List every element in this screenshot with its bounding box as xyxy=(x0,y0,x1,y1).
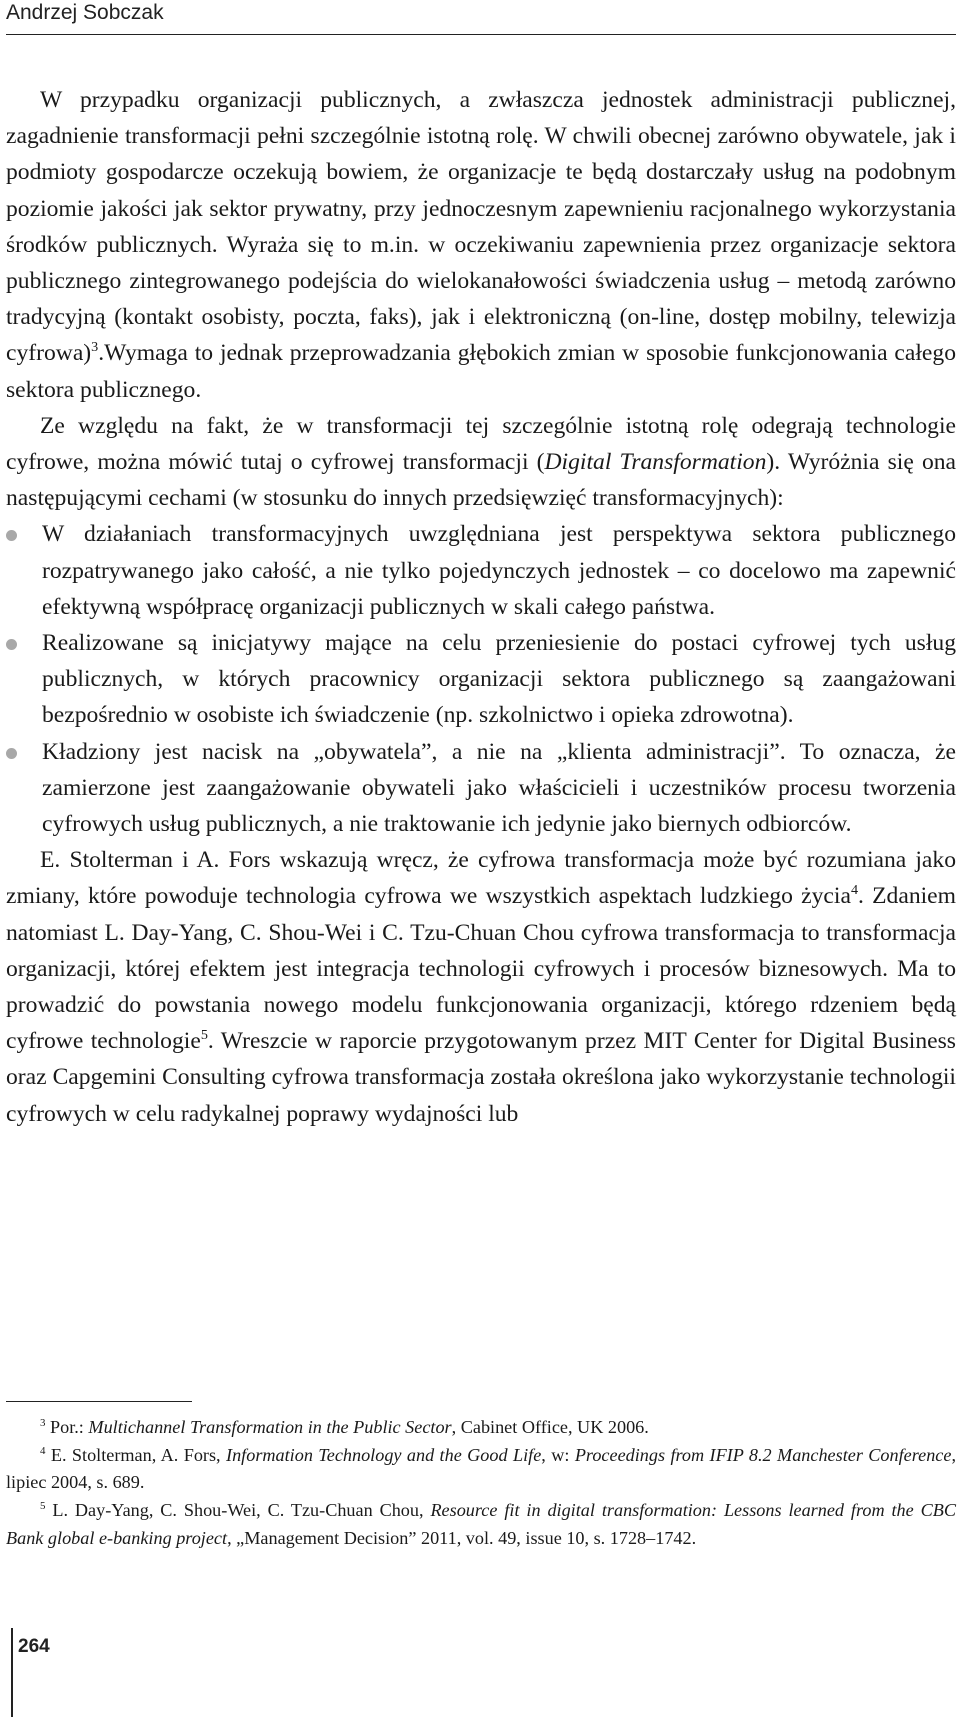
footnote-text: L. Day-Yang, C. Shou-Wei, C. Tzu-Chuan Chou, xyxy=(45,1500,431,1521)
feature-list xyxy=(6,516,956,842)
footnote-text: Por.: xyxy=(45,1417,89,1437)
paragraph-1-text: W przypadku organizacji publicznych, a zwłaszcza jednostek administracji publicznej, zagadnienie transformacji pełni szczególnie istotną rolę. W chwili obecnej zarówno obywatele, jak i podmioty gospodarcze oczekują bowiem, że organizacje te będą dostarczały usług na podobnym poziomie jakości jak sektor prywatny, przy jednoczesnym zapewnieniu racjonalnego wykorzystania środków publicznych. Wyraża się to m.in. w oczekiwaniu zapewnienia przez organizacje sektora publicznego zintegrowanego podejścia do wielokanałowości świadczenia usług – metodą zarówno tradycyjną (kontakt osobisty, poczta, faks), jak i elektroniczną (on-line, dostęp mobilny, telewizja cyfrowa) xyxy=(6,87,956,367)
footnote-title: Resource fit in digital transformation: Lessons learned from the CBC Bank global e-banking project xyxy=(6,1500,956,1548)
main-text xyxy=(6,82,956,1132)
list-item-text: W działaniach transformacyjnych uwzględniana jest perspektywa sektora publicznego rozpatrywanego jako całość, a nie tylko pojedynczych jednostek – co docelowo ma zapewnić efektywną współpracę organizacji publicznych w skali całego państwa. xyxy=(42,521,956,620)
footnote-separator xyxy=(6,1401,192,1402)
footnote-text: , w: xyxy=(541,1444,575,1465)
footnote-text: , Cabinet Office, UK 2006. xyxy=(451,1417,649,1437)
footnote-ref-5[interactable]: 5 xyxy=(200,1027,208,1044)
page-number-bar xyxy=(11,1628,13,1717)
bullet-icon xyxy=(6,639,17,650)
footnote-5 xyxy=(6,1497,956,1552)
page-number: 264 xyxy=(18,1636,50,1657)
footnote-ref-4[interactable]: 4 xyxy=(850,882,859,899)
running-header xyxy=(6,0,956,35)
list-item-text: Realizowane są inicjatywy mające na celu przeniesienie do postaci cyfrowej tych usług publicznych, w których pracownicy organizacji sektora publicznego są zaangażowani bezpośrednio w osobiste ich świadczenie (np. szkolnictwo i opieka zdrowotna). xyxy=(42,630,956,729)
list-item xyxy=(6,625,956,734)
footnote-number: 3 xyxy=(40,1416,46,1429)
footnote-text: , „Management Decision” 2011, vol. 49, issue 10, s. 1728–1742. xyxy=(227,1527,697,1548)
footnote-title: Information Technology and the Good Life xyxy=(226,1444,542,1465)
paragraph-3-text-end: . Wreszcie w raporcie przygotowanym przez MIT Center for Digital Business oraz Capgemini Consulting cyfrowa transformacja została określona jako wykorzystanie technologii cyfrowych w celu radykalnej poprawy wydajności lub xyxy=(6,1028,956,1127)
footnote-title: Proceedings from IFIP 8.2 Manchester Conference xyxy=(574,1444,952,1465)
list-item xyxy=(6,516,956,625)
paragraph-1 xyxy=(6,82,956,408)
paragraph-1-text-cont: .Wymaga to jednak przeprowadzania głębokich zmian w sposobie funkcjonowania całego sektora publicznego. xyxy=(6,340,956,403)
footnote-title: Multichannel Transformation in the Public Sector xyxy=(88,1417,452,1437)
footnote-4 xyxy=(6,1442,956,1497)
bullet-icon xyxy=(6,530,17,541)
paragraph-3 xyxy=(6,842,956,1132)
footnote-text: E. Stolterman, A. Fors, xyxy=(45,1444,227,1465)
bullet-icon xyxy=(6,748,17,759)
footnote-number: 5 xyxy=(40,1500,46,1513)
list-item-text: Kładziony jest nacisk na „obywatela”, a nie na „klienta administracji”. To oznacza, że zamierzone jest zaangażowanie obywateli jako właścicieli i uczestników procesu tworzenia cyfrowych usług publicznych, a nie traktowanie ich jedynie jako biernych odbiorców. xyxy=(42,738,956,838)
footnotes xyxy=(6,1414,956,1553)
paragraph-2-text: Ze względu na fakt, że w transformacji tej szczególnie istotną rolę odegrają technologie cyfrowe, można mówić tutaj o cyfrowej transformacji ( xyxy=(6,412,956,476)
footnote-ref-3[interactable]: 3 xyxy=(91,339,99,356)
footnote-text: , lipiec 2004, s. 689. xyxy=(6,1444,956,1493)
paragraph-2-italic-term: Digital Transformation xyxy=(544,449,767,476)
paragraph-2 xyxy=(6,408,956,517)
list-item xyxy=(6,734,956,843)
footnote-3 xyxy=(6,1414,956,1442)
paragraph-3-text: E. Stolterman i A. Fors wskazują wręcz, że cyfrowa transformacja może być rozumiana jako zmiany, które powoduje technologia cyfrowa we wszystkich aspektach ludzkiego życia xyxy=(6,847,956,910)
footnote-number: 4 xyxy=(40,1444,46,1457)
paragraph-2-text-cont: ). Wyróżnia się ona następującymi cechami (w stosunku do innych przedsięwzięć transformacyjnych): xyxy=(6,449,957,512)
running-header-author: Andrzej Sobczak xyxy=(6,1,164,24)
paragraph-3-text-cont: . Zdaniem natomiast L. Day-Yang, C. Shou-Wei i C. Tzu-Chuan Chou cyfrowa transformacja to transformacja organizacji, której efektem jest integracja technologii cyfrowych i procesów biznesowych. Ma to prowadzić do powstania nowego modelu funkcjonowania organizacji, którego rdzeniem będą cyfrowe technologie xyxy=(6,883,956,1055)
